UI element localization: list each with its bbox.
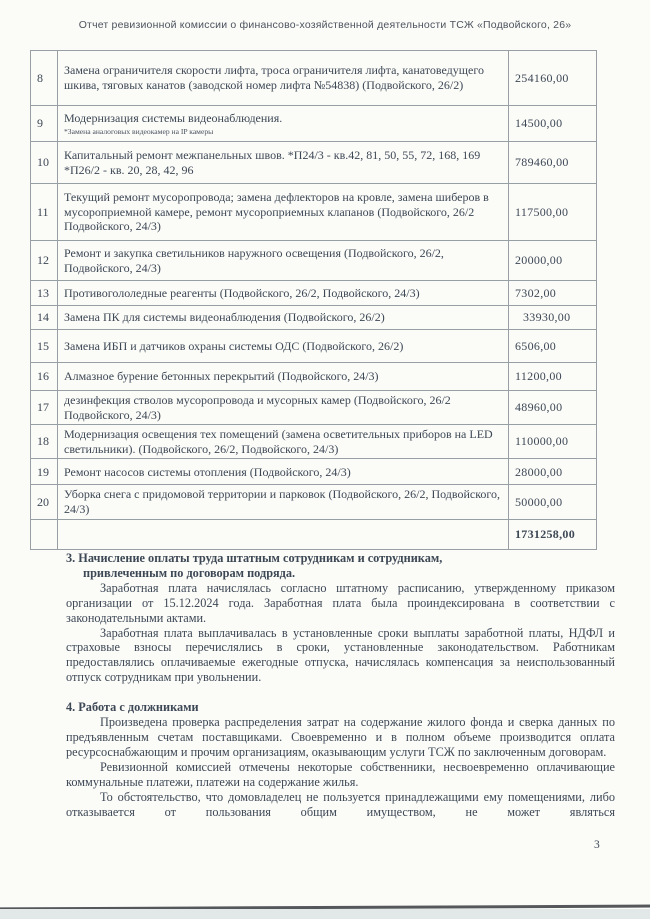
table-row: [31, 459, 597, 485]
description-text: Модернизация системы видеонаблюдения.: [64, 111, 283, 126]
row-number-cell: 8: [31, 51, 58, 106]
amount-cell: 6506,00: [509, 330, 597, 363]
expenses-table: [30, 50, 597, 550]
paragraph: Заработная плата начислялась согласно штатному расписанию, утвержденному приказом организации от 15.12.2024 года. Заработная плата была проиндексирована в соответствии с законодательными актами.: [66, 580, 615, 625]
description-cell: Замена ПК для системы видеонаблюдения (Подвойского, 26/2): [58, 306, 509, 330]
paragraph: То обстоятельство, что домовладелец не пользуется принадлежащими ему помещениями, либо отказывается от пользования общим имуществом, не может являться: [66, 789, 615, 819]
row-number-cell: 11: [31, 184, 58, 241]
row-number-cell: 16: [31, 363, 58, 391]
description-cell: [58, 519, 509, 549]
description-cell: Замена ограничителя скорости лифта, троса ограничителя лифта, канатоведущего шкива, тяговых канатов (заводской номер лифта №54838) (Подвойского, 26/2): [58, 51, 509, 106]
row-number-cell: 9: [31, 106, 58, 142]
description-cell: Текущий ремонт мусоропровода; замена дефлекторов на кровле, замена шиберов в мусороприемной камере, ремонт мусороприемных клапанов (Подвойского, 26/2 Подвойского, 24/3): [58, 184, 509, 241]
description-cell: [58, 106, 509, 142]
description-footnote: *Замена аналоговых видеокамер на IP камеры: [64, 126, 214, 136]
table-row: [31, 106, 597, 142]
description-cell: дезинфекция стволов мусоропровода и мусорных камер (Подвойского, 26/2 Подвойского, 24/3): [58, 391, 509, 425]
description-cell: Противогололедные реагенты (Подвойского, 26/2, Подвойского, 24/3): [58, 281, 509, 306]
table-row: [31, 306, 597, 330]
section-3-heading: [66, 551, 615, 581]
table-row: [31, 391, 597, 425]
row-number-cell: 14: [31, 306, 58, 330]
row-number-cell: 12: [31, 241, 58, 281]
amount-cell: 50000,00: [509, 485, 597, 519]
row-number-cell: 17: [31, 391, 58, 425]
document-title: Отчет ревизионной комиссии о финансово-хозяйственной деятельности ТСЖ «Подвойского, 26»: [78, 19, 572, 31]
section-4-heading: 4. Работа с должниками: [66, 700, 199, 715]
amount-cell: 254160,00: [509, 51, 597, 106]
paragraph: Заработная плата выплачивалась в установленные сроки выплаты заработной платы, НДФЛ и страховые взносы перечислялись в сроки, установленные законодательством. Работникам предоставлялись оплачиваемые ежегодные отпуска, начислялась компенсация за неиспользованный отпуск сотрудникам при увольнении.: [66, 625, 615, 685]
amount-cell: 789460,00: [509, 142, 597, 184]
amount-cell: 48960,00: [509, 391, 597, 425]
description-cell: Уборка снега с придомовой территории и парковок (Подвойского, 26/2, Подвойского, 24/3): [58, 485, 509, 519]
table-row: [31, 425, 597, 459]
paragraph: Ревизионной комиссией отмечены некоторые собственники, несвоевременно оплачивающие коммунальные платежи, платежи на содержание жилья.: [66, 759, 615, 789]
heading-line: 3. Начисление оплаты труда штатным сотрудникам и сотрудникам,: [66, 551, 443, 565]
scan-bottom-strip: [0, 909, 650, 919]
description-cell: Алмазное бурение бетонных перекрытий (Подвойского, 24/3): [58, 363, 509, 391]
row-number-cell: 20: [31, 485, 58, 519]
amount-cell: 110000,00: [509, 425, 597, 459]
description-cell: Капитальный ремонт межпанельных швов. *П24/3 - кв.42, 81, 50, 55, 72, 168, 169 *П26/2 - кв. 20, 28, 42, 96: [58, 142, 509, 184]
row-number-cell: 19: [31, 459, 58, 485]
amount-cell: 11200,00: [509, 363, 597, 391]
table-row: [31, 184, 597, 241]
table-row: [31, 363, 597, 391]
table-row: [31, 485, 597, 519]
row-number-cell: 18: [31, 425, 58, 459]
description-cell: Ремонт и закупка светильников наружного освещения (Подвойского, 26/2, Подвойского, 24/3): [58, 241, 509, 281]
table-total-row: [31, 519, 597, 549]
amount-cell: 33930,00: [509, 306, 597, 330]
amount-cell: 28000,00: [509, 459, 597, 485]
table-row: [31, 330, 597, 363]
row-number-cell: 10: [31, 142, 58, 184]
heading-line: привлеченным по договорам подряда.: [83, 565, 296, 580]
report-body: [66, 551, 615, 819]
row-number-cell: [31, 519, 58, 549]
paragraph: Произведена проверка распределения затрат на содержание жилого фонда и сверка данных по предъявленным счетам поставщиками. Своевременно и в полном объеме производится оплата ресурсоснабжающим и прочим организациям, оказывающим услуги ТСЖ по заключенным договорам.: [66, 715, 615, 759]
amount-cell: 14500,00: [509, 106, 597, 142]
table-row: [31, 241, 597, 281]
table-row: [31, 142, 597, 184]
description-cell: Замена ИБП и датчиков охраны системы ОДС (Подвойского, 26/2): [58, 330, 509, 363]
amount-cell: 20000,00: [509, 241, 597, 281]
amount-cell: 7302,00: [509, 281, 597, 306]
table-row: [31, 281, 597, 306]
description-cell: Ремонт насосов системы отопления (Подвойского, 24/3): [58, 459, 509, 485]
table-row: [31, 51, 597, 106]
amount-cell: 117500,00: [509, 184, 597, 241]
description-cell: Модернизация освещения тех помещений (замена осветительных приборов на LED светильники). (Подвойского, 26/2, Подвойского, 24/3): [58, 425, 509, 459]
row-number-cell: 13: [31, 281, 58, 306]
page-number: 3: [594, 839, 600, 851]
total-amount-cell: 1731258,00: [509, 519, 597, 549]
row-number-cell: 15: [31, 330, 58, 363]
